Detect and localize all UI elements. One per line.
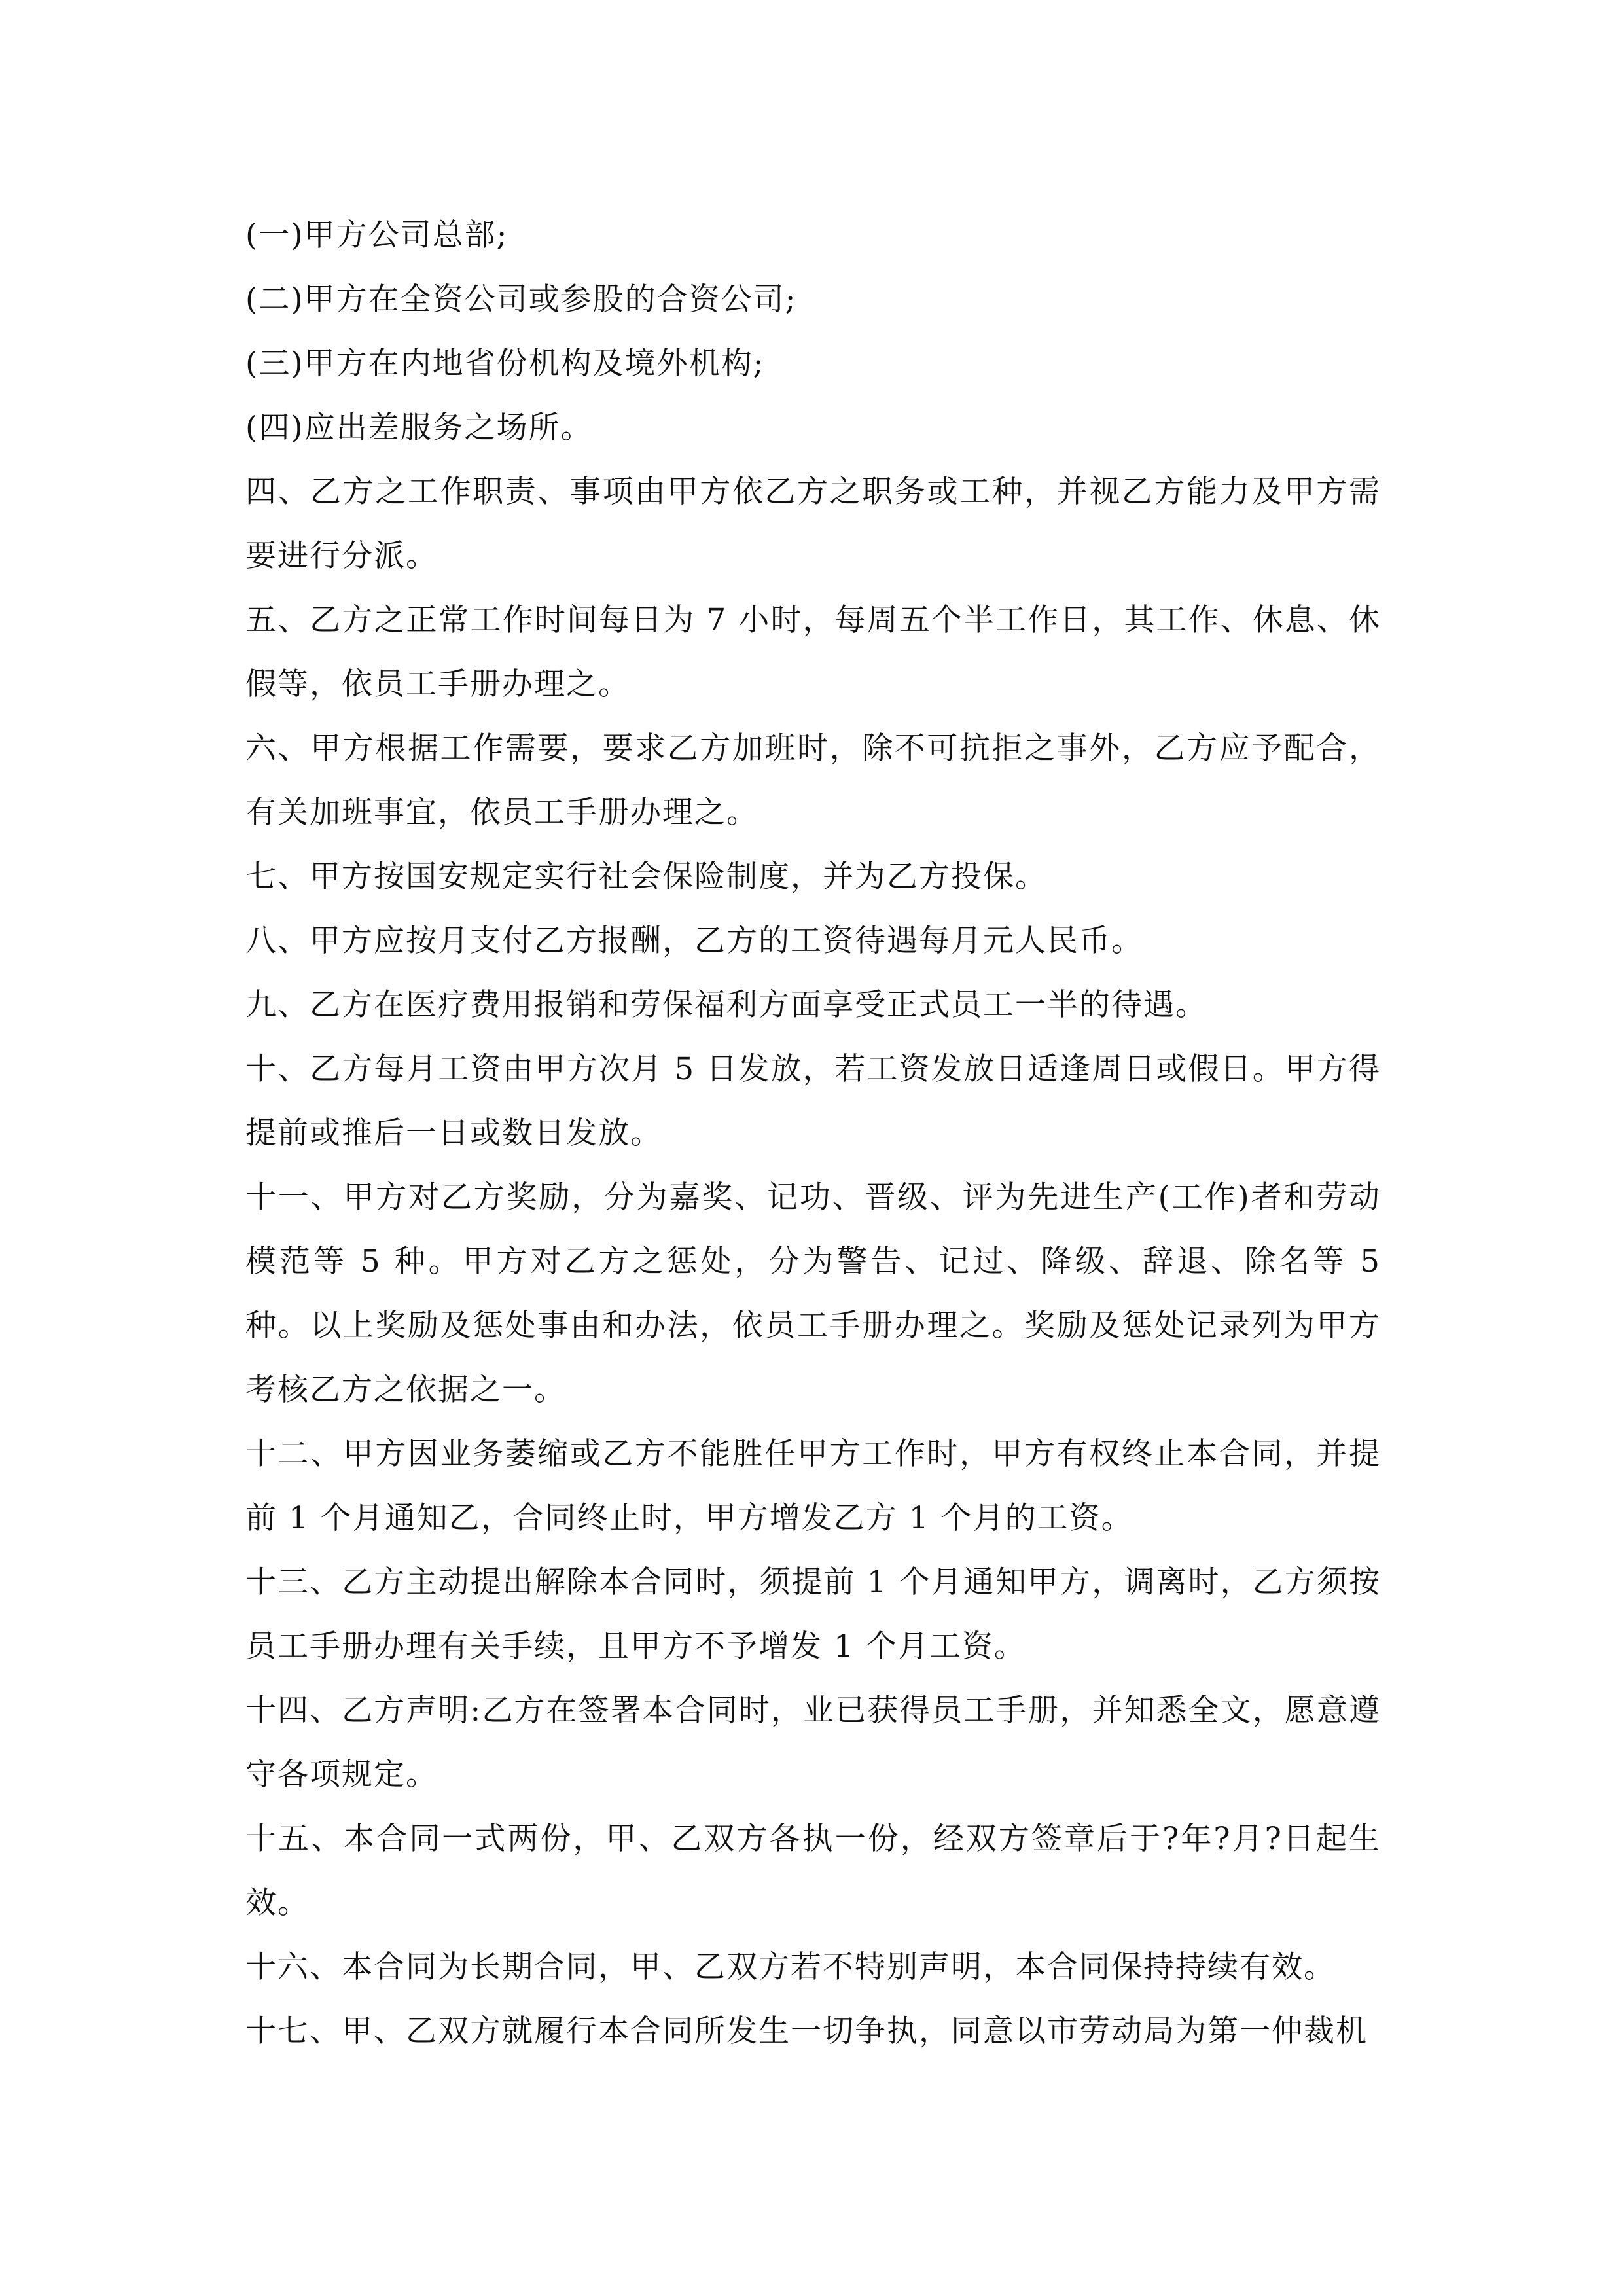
clause-14-declaration: 十四、乙方声明:乙方在签署本合同时，业已获得员工手册，并知悉全文，愿意遵守各项规定。	[245, 1693, 1381, 1793]
clause-9-benefits: 九、乙方在医疗费用报销和劳保福利方面享受正式员工一半的待遇。	[245, 987, 1207, 1023]
clause-8-salary: 八、甲方应按月支付乙方报酬，乙方的工资待遇每月元人民币。	[245, 923, 1143, 959]
clause-7-insurance: 七、甲方按国安规定实行社会保险制度，并为乙方投保。	[245, 859, 1047, 895]
clause-10-payday: 十、乙方每月工资由甲方次月 5 日发放，若工资发放日适逢周日或假日。甲方得提前或推后一日或数日发放。	[245, 1051, 1381, 1151]
clause-13-termination-by-employee: 十三、乙方主动提出解除本合同时，须提前 1 个月通知甲方，调离时，乙方须按员工手册办理有关手续，且甲方不予增发 1 个月工资。	[245, 1564, 1381, 1664]
clause-16-duration: 十六、本合同为长期合同，甲、乙双方若不特别声明，本合同保持持续有效。	[245, 1949, 1336, 1985]
clause-15-copies: 十五、本合同一式两份，甲、乙双方各执一份，经双方签章后于?年?月?日起生效。	[245, 1821, 1381, 1921]
clause-4-duties: 四、乙方之工作职责、事项由甲方依乙方之职务或工种，并视乙方能力及甲方需要进行分派。	[245, 474, 1381, 574]
clause-11-rewards-penalties: 十一、甲方对乙方奖励，分为嘉奖、记功、晋级、评为先进生产(工作)者和劳动模范等 5 种。甲方对乙方之惩处，分为警告、记过、降级、辞退、除名等 5 种。以上奖励及惩处事由和办法，依员工手册办理之。奖励及惩处记录列为甲方考核乙方之依据之一。	[245, 1179, 1381, 1408]
clause-12-termination-by-employer: 十二、甲方因业务萎缩或乙方不能胜任甲方工作时，甲方有权终止本合同，并提前 1 个月通知乙，合同终止时，甲方增发乙方 1 个月的工资。	[245, 1436, 1381, 1536]
clause-6-overtime: 六、甲方根据工作需要，要求乙方加班时，除不可抗拒之事外，乙方应予配合，有关加班事宜，依员工手册办理之。	[245, 730, 1381, 831]
contract-body	[245, 204, 1381, 2064]
clause-17-disputes: 十七、甲、乙双方就履行本合同所发生一切争执，同意以市劳动局为第一仲裁机	[245, 2013, 1368, 2049]
clause-5-working-hours: 五、乙方之正常工作时间每日为 7 小时，每周五个半工作日，其工作、休息、休假等，依员工手册办理之。	[245, 602, 1381, 702]
clause-location-4: (四)应出差服务之场所。	[245, 410, 593, 446]
clause-location-3: (三)甲方在内地省份机构及境外机构;	[245, 346, 765, 382]
clause-location-1: (一)甲方公司总部;	[245, 217, 508, 253]
clause-location-2: (二)甲方在全资公司或参股的合资公司;	[245, 281, 797, 317]
